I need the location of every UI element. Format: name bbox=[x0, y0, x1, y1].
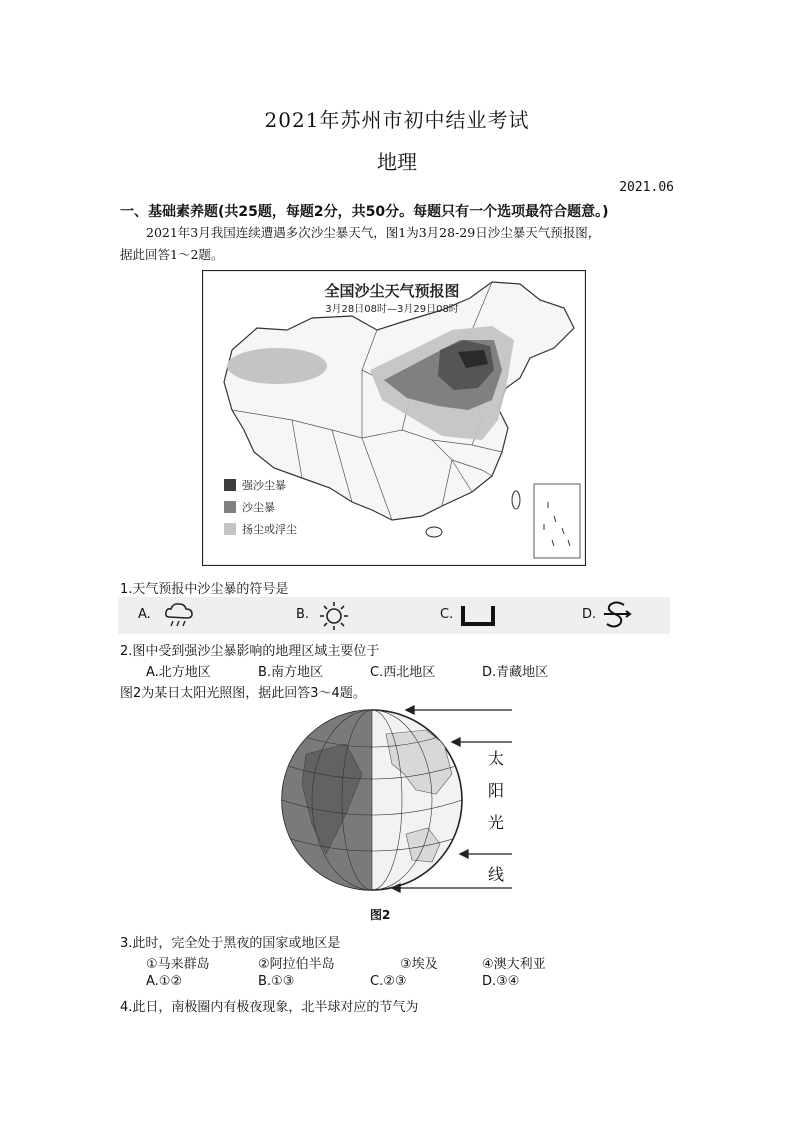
option-a-letter: A. bbox=[138, 607, 151, 622]
question-3-option-d[interactable]: D.③④ bbox=[482, 974, 520, 989]
question-4-stem: 4.此日，南极圈内有极夜现象，北半球对应的节气为 bbox=[120, 1000, 419, 1015]
option-d-letter: D. bbox=[582, 607, 597, 622]
question-3-item-1: ①马来群岛 bbox=[146, 957, 210, 972]
section-heading: 一、基础素养题(共25题，每题2分，共50分。每题只有一个选项最符合题意。) bbox=[120, 204, 609, 220]
legend-label-dust: 扬尘或浮尘 bbox=[242, 523, 297, 536]
map-title: 全国沙尘天气预报图 bbox=[324, 282, 460, 300]
legend-swatch-strong bbox=[224, 479, 236, 491]
question-3-stem: 3.此时，完全处于黑夜的国家或地区是 bbox=[120, 936, 341, 951]
question-2-option-d[interactable]: D.青藏地区 bbox=[482, 665, 549, 680]
sun-label-char-2: 阳 bbox=[487, 781, 505, 800]
question-1-stem: 1.天气预报中沙尘暴的符号是 bbox=[120, 582, 289, 597]
option-c-letter: C. bbox=[440, 607, 454, 622]
legend-swatch-dust bbox=[224, 523, 236, 535]
legend-label-strong: 强沙尘暴 bbox=[242, 479, 286, 492]
bracket-icon bbox=[460, 604, 496, 632]
subject-title: 地理 bbox=[377, 150, 417, 174]
sun-label-char-4: 线 bbox=[487, 865, 505, 884]
question-2-option-a[interactable]: A.北方地区 bbox=[146, 665, 211, 680]
sun-label-char-3: 光 bbox=[487, 813, 505, 832]
sunlight-globe-figure bbox=[276, 704, 516, 928]
map-subtitle: 3月28日08时—3月29日08时 bbox=[325, 304, 459, 315]
intro-line-2: 据此回答1～2题。 bbox=[120, 247, 224, 262]
question-2-stem: 2.图中受到强沙尘暴影响的地理区域主要位于 bbox=[120, 644, 380, 659]
figure-2-intro: 图2为某日太阳光照图，据此回答3～4题。 bbox=[120, 686, 366, 701]
legend-label-storm: 沙尘暴 bbox=[242, 501, 275, 514]
question-3-item-3: ③埃及 bbox=[400, 957, 438, 972]
question-3-option-b[interactable]: B.①③ bbox=[258, 974, 295, 989]
question-3-item-2: ②阿拉伯半岛 bbox=[258, 957, 335, 972]
rain-cloud-icon bbox=[162, 599, 196, 635]
legend-swatch-storm bbox=[224, 501, 236, 513]
question-2-option-b[interactable]: B.南方地区 bbox=[258, 665, 324, 680]
intro-line-1: 2021年3月我国连续遭遇多次沙尘暴天气，图1为3月28-29日沙尘暴天气预报图， bbox=[146, 225, 601, 240]
sun-label-char-1: 太 bbox=[487, 749, 505, 768]
dust-forecast-map bbox=[202, 270, 586, 566]
question-3-option-a[interactable]: A.①② bbox=[146, 974, 183, 989]
question-1-options bbox=[118, 597, 670, 634]
question-3-option-c[interactable]: C.②③ bbox=[370, 974, 407, 989]
question-2-option-c[interactable]: C.西北地区 bbox=[370, 665, 436, 680]
exam-date: 2021.06 bbox=[619, 180, 674, 195]
sun-icon bbox=[318, 600, 350, 636]
section-intro bbox=[120, 222, 680, 266]
sandstorm-s-icon bbox=[602, 599, 632, 635]
exam-title: 2021年苏州市初中结业考试 bbox=[264, 108, 530, 132]
question-3-item-4: ④澳大利亚 bbox=[482, 957, 546, 972]
figure-2-caption: 图2 bbox=[370, 908, 391, 922]
option-b-letter: B. bbox=[296, 607, 310, 622]
